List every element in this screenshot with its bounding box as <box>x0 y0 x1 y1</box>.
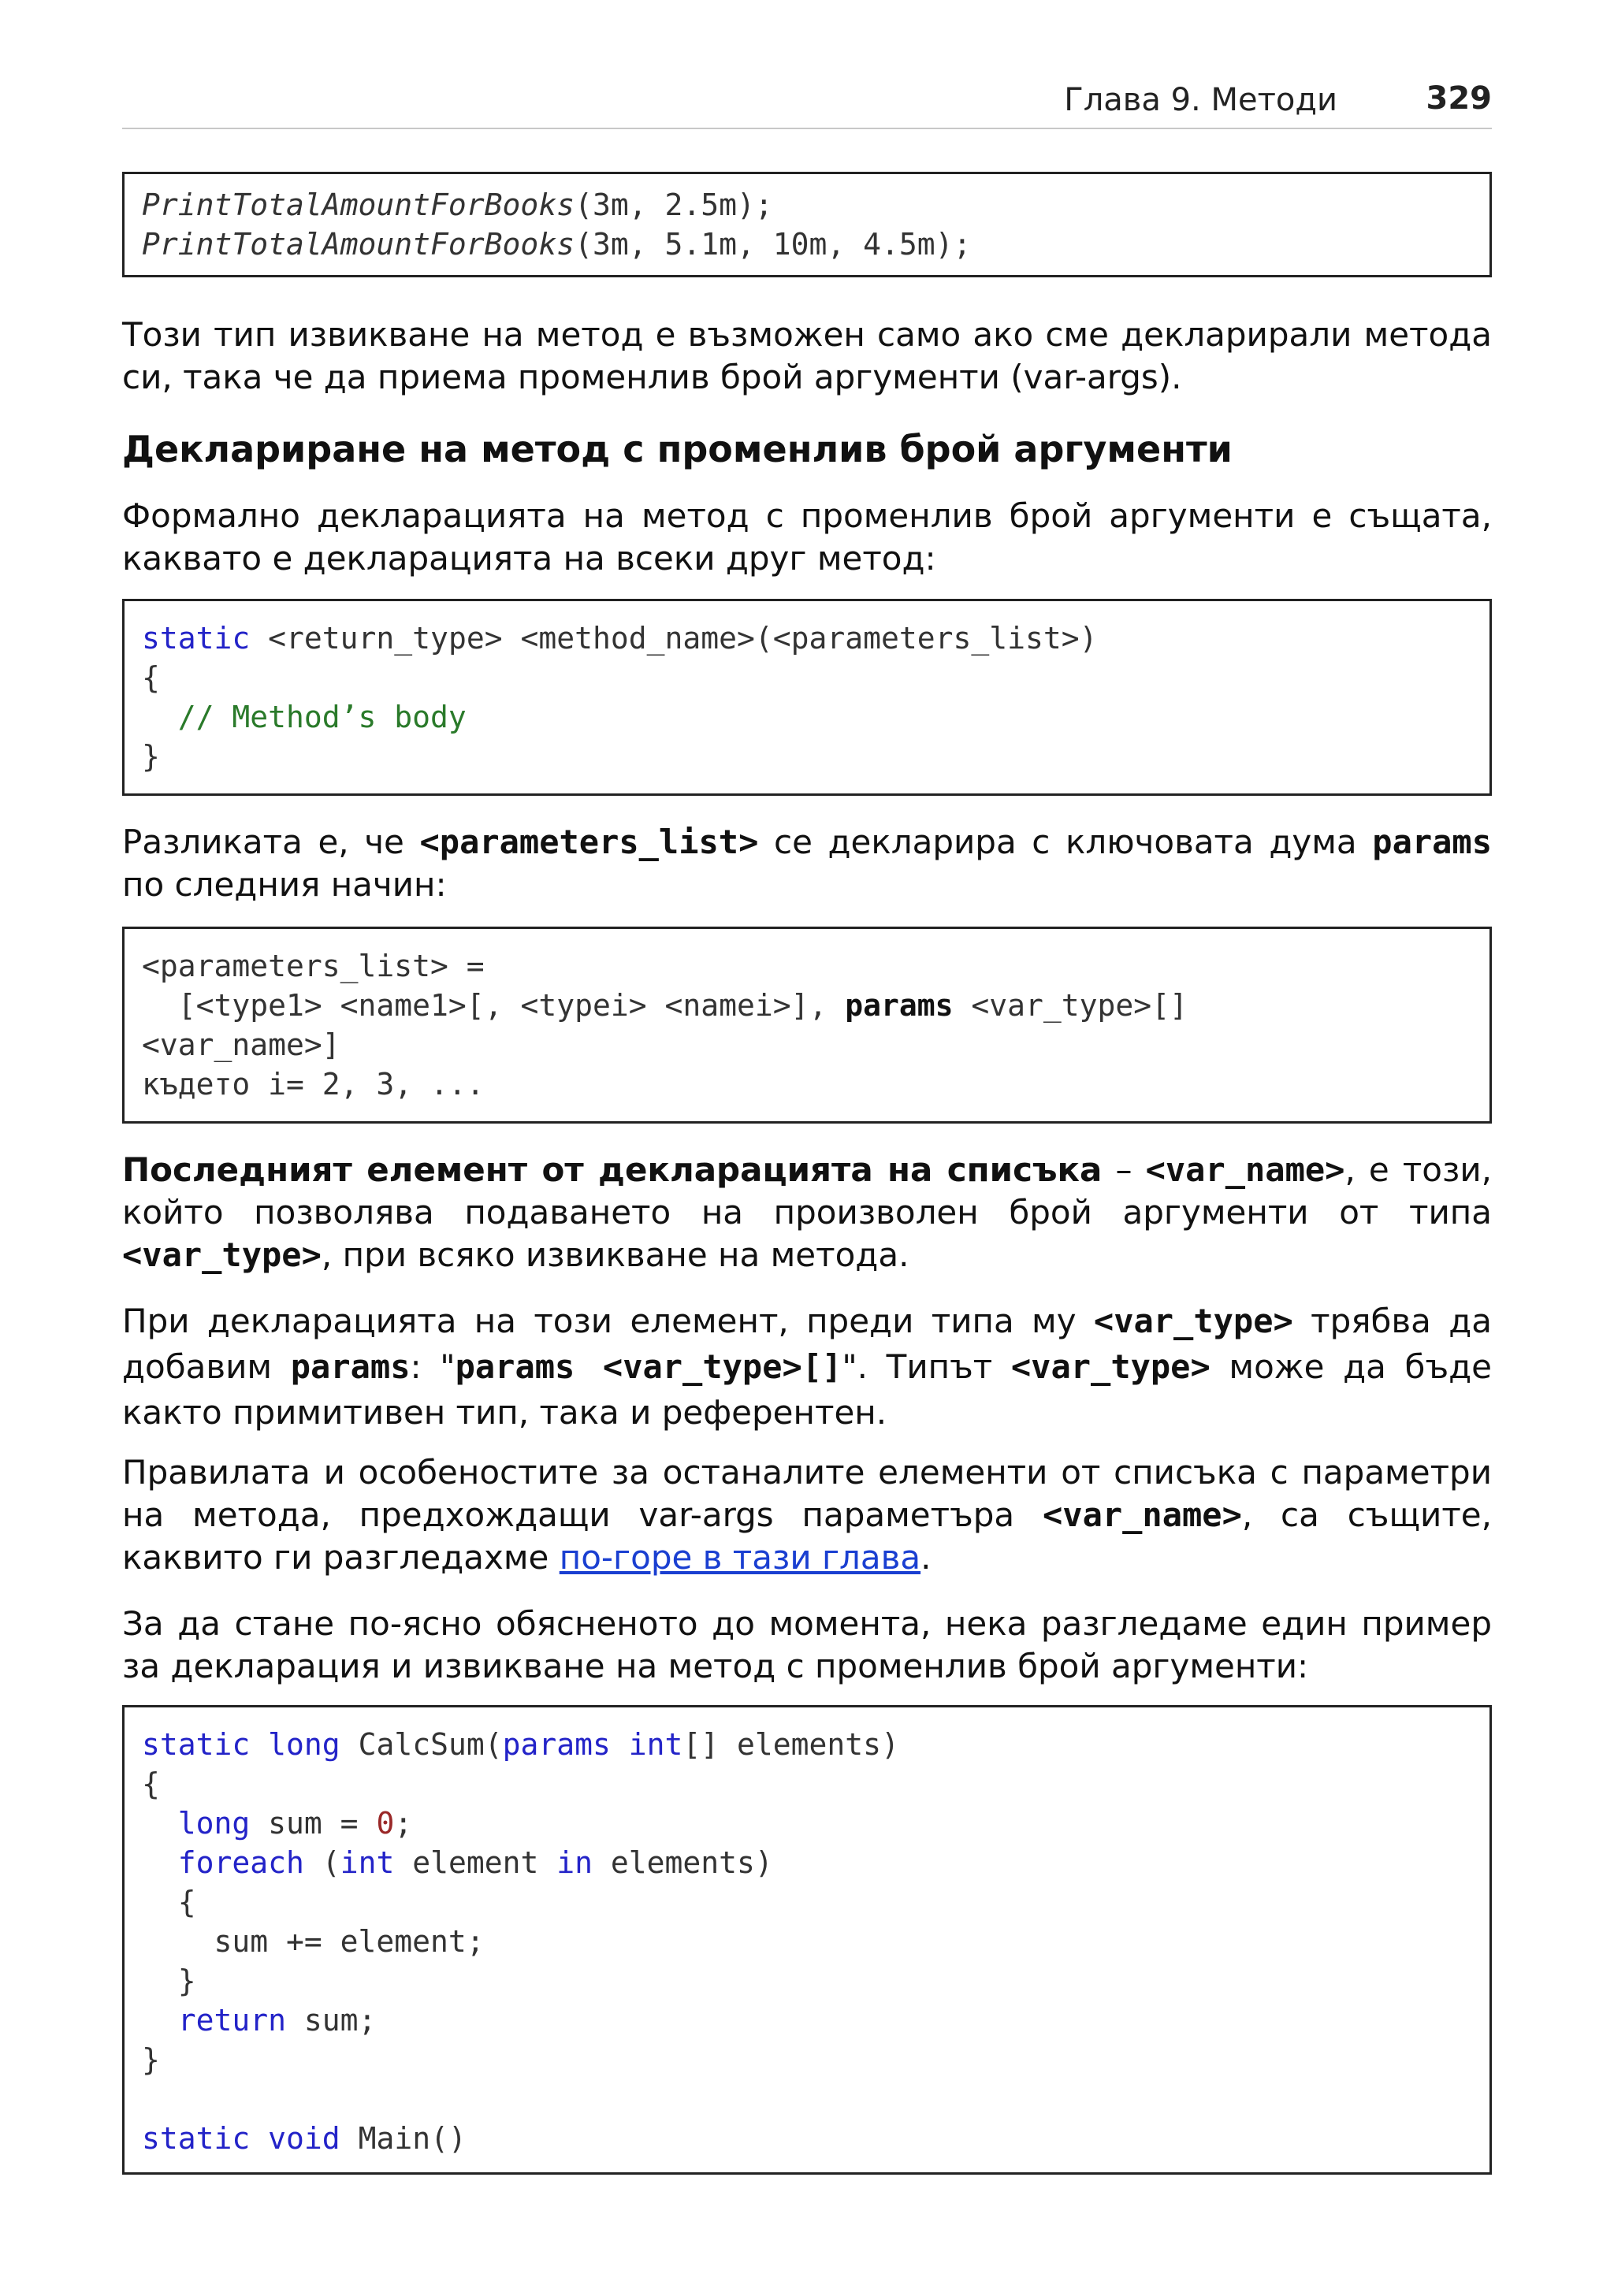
code-text: ; <box>394 1806 413 1841</box>
text: – <box>1102 1150 1146 1189</box>
code-text: [] elements) <box>682 1727 899 1762</box>
code-text: <parameters_list> = <box>142 949 485 983</box>
chapter-title: Глава 9. Методи <box>1064 82 1337 118</box>
code-keyword: params <box>502 1727 611 1762</box>
code-text: } <box>142 2042 160 2077</box>
text: , са същите, каквито ги разгледахме <box>122 1495 1492 1577</box>
code-keyword: int <box>340 1845 395 1880</box>
paragraph <box>122 821 1492 906</box>
code-text: ( <box>303 1845 340 1880</box>
code-keyword: params <box>845 988 954 1023</box>
code-text: (3m, 5.1m, 10m, 4.5m); <box>575 227 972 262</box>
code-text: sum; <box>286 2003 377 2038</box>
text: При декларацията на този елемент, преди типа му <box>122 1302 1094 1340</box>
paragraph: За да стане по-ясно обясненото до момента, нека разгледаме един пример за декларация и извикване на метод с променлив брой аргументи: <box>122 1604 1492 1685</box>
text: се декларира с ключовата дума <box>758 823 1373 861</box>
inline-code: <var_name> <box>1043 1495 1242 1534</box>
code-text: sum += element; <box>214 1924 485 1959</box>
code-text: element <box>394 1845 557 1880</box>
code-text: elements) <box>593 1845 773 1880</box>
code-text: sum = <box>250 1806 377 1841</box>
section-heading: Деклариране на метод с променлив брой аргументи <box>122 428 1233 470</box>
chapter-link[interactable]: по-горе в тази глава <box>559 1538 921 1577</box>
code-text: { <box>142 1767 160 1801</box>
inline-code: <var_type> <box>1093 1302 1293 1340</box>
code-text: } <box>142 739 160 774</box>
code-text: [<type1> <name1>[, <typei> <namei>], <box>177 988 846 1023</box>
code-text: } <box>177 1963 196 1998</box>
inline-code: <parameters_list> <box>419 823 759 861</box>
text: Разликата е, че <box>122 823 420 861</box>
text: трябва да добавим <box>122 1302 1493 1386</box>
paragraph: Формално декларацията на метод с променлив брой аргументи е същата, каквато е декларацията на всеки друг метод: <box>122 496 1492 578</box>
text: ". Типът <box>842 1347 1011 1386</box>
code-text: CalcSum( <box>340 1727 503 1762</box>
code-text: <var_name>] <box>142 1027 340 1062</box>
code-keyword: static <box>142 1727 251 1762</box>
code-comment: // Method’s body <box>177 700 467 734</box>
code-text: където i= 2, 3, ... <box>142 1067 485 1102</box>
bold-text: Последният елемент от декларацията на списъка <box>122 1150 1103 1189</box>
code-keyword: static <box>142 621 251 656</box>
code-block-example <box>122 1705 1492 2175</box>
text: може да бъде както примитивен тип, така и референтен. <box>122 1347 1493 1432</box>
code-keyword: long <box>177 1806 251 1841</box>
text: . <box>920 1538 932 1577</box>
paragraph <box>122 1298 1492 1436</box>
code-keyword: in <box>556 1845 593 1880</box>
code-keyword: long <box>268 1727 340 1762</box>
paragraph <box>122 1149 1492 1276</box>
code-text: <return_type> <method_name>(<parameters_list>) <box>250 621 1098 656</box>
code-fn: PrintTotalAmountForBooks <box>142 227 575 262</box>
inline-code: params <box>1372 823 1492 861</box>
inline-code: <var_type> <box>122 1235 322 1274</box>
code-block-calls <box>122 172 1492 277</box>
inline-code: <var_type> <box>1010 1347 1210 1386</box>
code-text: <var_type>[] <box>953 988 1188 1023</box>
code-keyword: static <box>142 2121 251 2156</box>
code-text: { <box>177 1885 196 1919</box>
code-text: Main() <box>340 2121 467 2156</box>
code-block-params-list <box>122 927 1492 1124</box>
inline-code: params <box>290 1347 411 1386</box>
paragraph: Този тип извикване на метод е възможен само ако сме декларирали метода си, така че да приема променлив брой аргументи (var-args). <box>122 315 1492 396</box>
code-number: 0 <box>376 1806 395 1841</box>
text: по следния начин: <box>122 865 447 904</box>
code-keyword: return <box>177 2003 287 2038</box>
code-keyword: int <box>628 1727 683 1762</box>
text: : " <box>410 1347 456 1386</box>
code-text: { <box>142 660 160 695</box>
code-keyword: foreach <box>177 1845 304 1880</box>
page-number: 329 <box>1426 80 1492 117</box>
inline-code: <var_name> <box>1145 1150 1345 1189</box>
text: , е този, който позволява подаването на произволен брой аргументи от типа <box>122 1150 1492 1232</box>
text: , при всяко извикване на метода. <box>321 1235 909 1274</box>
code-keyword: void <box>268 2121 340 2156</box>
text: Правилата и особеностите за останалите елементи от списъка с параметри на метода, предхождащи var-args параметъра <box>122 1453 1492 1534</box>
page-header <box>122 79 1492 129</box>
code-text: (3m, 2.5m); <box>575 188 773 222</box>
paragraph <box>122 1451 1492 1579</box>
code-block-declaration <box>122 599 1492 796</box>
code-fn: PrintTotalAmountForBooks <box>142 188 575 222</box>
inline-code: params <var_type>[] <box>455 1347 842 1386</box>
